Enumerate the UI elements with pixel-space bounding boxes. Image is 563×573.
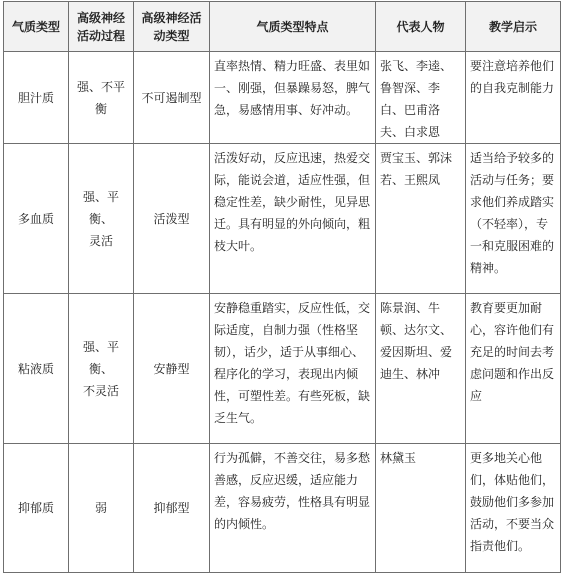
cell-process: 强、不平衡 [69, 52, 134, 144]
temperament-table-container [3, 1, 560, 560]
cell-process: 弱 [69, 444, 134, 573]
header-representative-people: 代表人物 [376, 2, 466, 52]
header-neural-activity-type: 高级神经活 动类型 [134, 2, 210, 52]
cell-activity-type: 不可遏制型 [134, 52, 210, 144]
cell-activity-type: 抑郁型 [134, 444, 210, 573]
cell-teaching: 教育要更加耐心，容许他们有充足的时间去考虑问题和作出反应 [466, 294, 561, 444]
cell-teaching: 更多地关心他们，体贴他们，鼓励他们多参加活动，不要当众指责他们。 [466, 444, 561, 573]
temperament-table [3, 1, 561, 573]
cell-type: 抑郁质 [4, 444, 69, 573]
cell-people: 张飞、李逵、鲁智深、李白、巴甫洛夫、白求恩 [376, 52, 466, 144]
cell-people: 贾宝玉、郭沫若、王熙凤 [376, 144, 466, 294]
cell-teaching: 要注意培养他们的自我克制能力 [466, 52, 561, 144]
header-neural-process: 高级神经 活动过程 [69, 2, 134, 52]
cell-traits: 活泼好动，反应迅速，热爱交际，能说会道，适应性强，但稳定性差，缺少耐性，见异思迁。具有明显的外向倾向，粗枝大叶。 [210, 144, 376, 294]
cell-people: 林黛玉 [376, 444, 466, 573]
header-teaching-implications: 教学启示 [466, 2, 561, 52]
cell-type: 粘液质 [4, 294, 69, 444]
cell-process: 强、平衡、 灵活 [69, 144, 134, 294]
header-row [4, 2, 561, 52]
table-row [4, 444, 561, 573]
header-temperament-type: 气质类型 [4, 2, 69, 52]
cell-process: 强、平衡、 不灵活 [69, 294, 134, 444]
cell-people: 陈景润、牛顿、达尔文、爱因斯坦、爱迪生、林冲 [376, 294, 466, 444]
cell-traits: 行为孤僻，不善交往，易多愁善感，反应迟缓，适应能力差，容易疲劳，性格具有明显的内倾性。 [210, 444, 376, 573]
cell-teaching: 适当给予较多的活动与任务；要求他们养成踏实（不轻率），专一和克服困难的精神。 [466, 144, 561, 294]
table-row [4, 52, 561, 144]
cell-traits: 直率热情、精力旺盛、表里如一、刚强，但暴躁易怒，脾气急，易感情用事、好冲动。 [210, 52, 376, 144]
header-traits: 气质类型特点 [210, 2, 376, 52]
table-row [4, 294, 561, 444]
cell-activity-type: 安静型 [134, 294, 210, 444]
cell-activity-type: 活泼型 [134, 144, 210, 294]
cell-traits: 安静稳重踏实，反应性低，交际适度，自制力强（性格坚韧），话少，适于从事细心、程序化的学习，表现出内倾性，可塑性差。有些死板，缺乏生气。 [210, 294, 376, 444]
cell-type: 多血质 [4, 144, 69, 294]
cell-type: 胆汁质 [4, 52, 69, 144]
table-row [4, 144, 561, 294]
